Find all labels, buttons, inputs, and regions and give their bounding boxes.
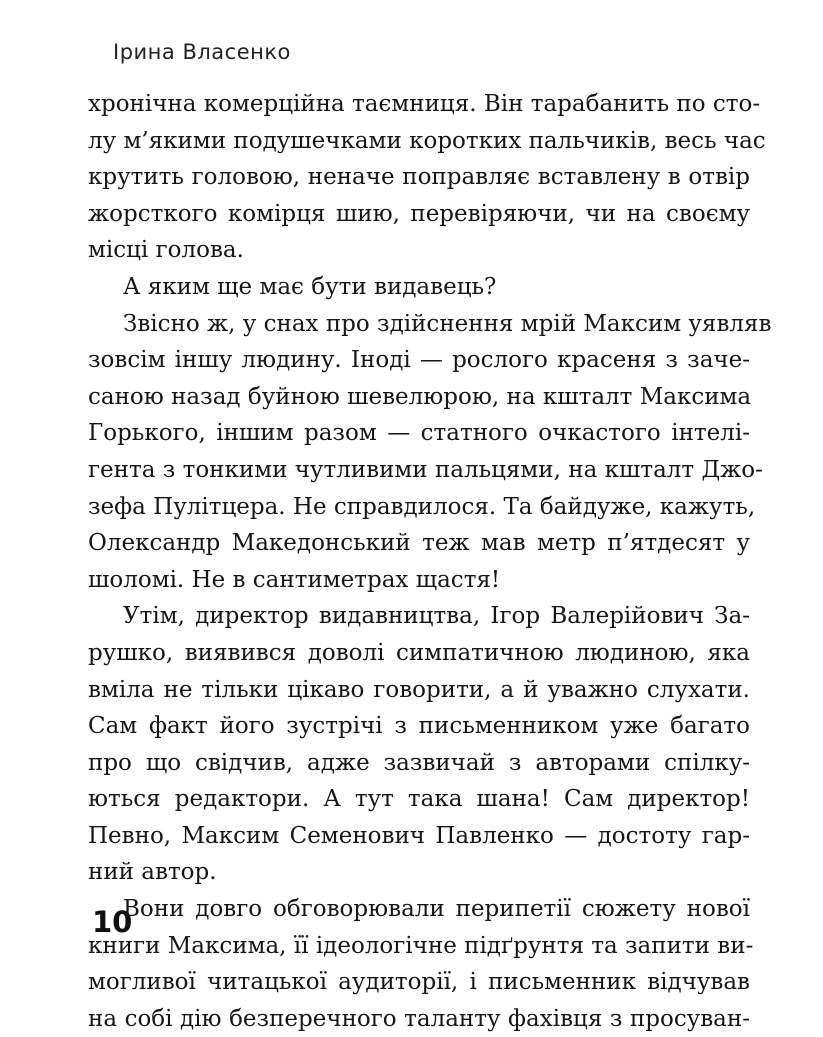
text-line: жорсткого комірця шию, перевіряючи, чи на своєму [88, 200, 750, 227]
page-number: 10 [92, 905, 133, 939]
text-line: хронічна комерційна таємниця. Він тарабанить по сто- [88, 91, 761, 117]
running-head-author: Ірина Власенко [113, 40, 291, 64]
body-text [88, 86, 772, 1037]
text-line: Звісно ж, у снах про здійснення мрій Максим уявляв [123, 310, 772, 337]
text-line: шоломі. Не в сантиметрах щастя! [88, 566, 501, 593]
text-line: крутить головою, неначе поправляє вставлену в отвір [88, 164, 750, 191]
text-line: Утім, директор видавництва, Ігор Валерійович За- [123, 603, 750, 630]
text-line: лу м’якими подушечками коротких пальчиків, весь час [88, 127, 766, 154]
text-line: могливої читацької аудиторії, і письменник відчував [88, 969, 750, 996]
text-line: книги Максима, її ідеологічне підґрунтя та запити ви- [88, 932, 754, 959]
text-line: місці голова. [88, 237, 244, 264]
text-line: вміла не тільки цікаво говорити, а й уважно слухати. [88, 676, 750, 703]
text-line: рушко, виявився доволі симпатичною людиною, яка [88, 639, 750, 666]
text-line: А яким ще має бути видавець? [123, 273, 497, 300]
text-line: ний автор. [88, 859, 217, 886]
text-line: Сам факт його зустрічі з письменником уже багато [88, 713, 750, 740]
text-line: зефа Пулітцера. Не справдилося. Та байдуже, кажуть, [88, 493, 756, 520]
text-line: саною назад буйною шевелюрою, на кшталт Максима [88, 383, 752, 410]
text-line: ються редактори. А тут така шана! Сам директор! [88, 786, 750, 813]
text-line: про що свідчив, адже зазвичай з авторами спілку- [88, 749, 750, 776]
text-line: Певно, Максим Семенович Павленко — достоту гар- [88, 822, 750, 849]
text-line: Олександр Македонський теж мав метр п’ятдесят у [88, 530, 750, 557]
text-line: Горького, іншим разом — статного очкастого інтелі- [88, 420, 750, 447]
text-line: Вони довго обговорювали перипетії сюжету нової [123, 896, 750, 923]
text-line: гента з тонкими чутливими пальцями, на кшталт Джо- [88, 456, 763, 483]
text-line: зовсім іншу людину. Іноді — рослого красеня з заче- [88, 347, 750, 374]
text-line: на собі дію безперечного таланту фахівця з просуван- [88, 1005, 750, 1032]
